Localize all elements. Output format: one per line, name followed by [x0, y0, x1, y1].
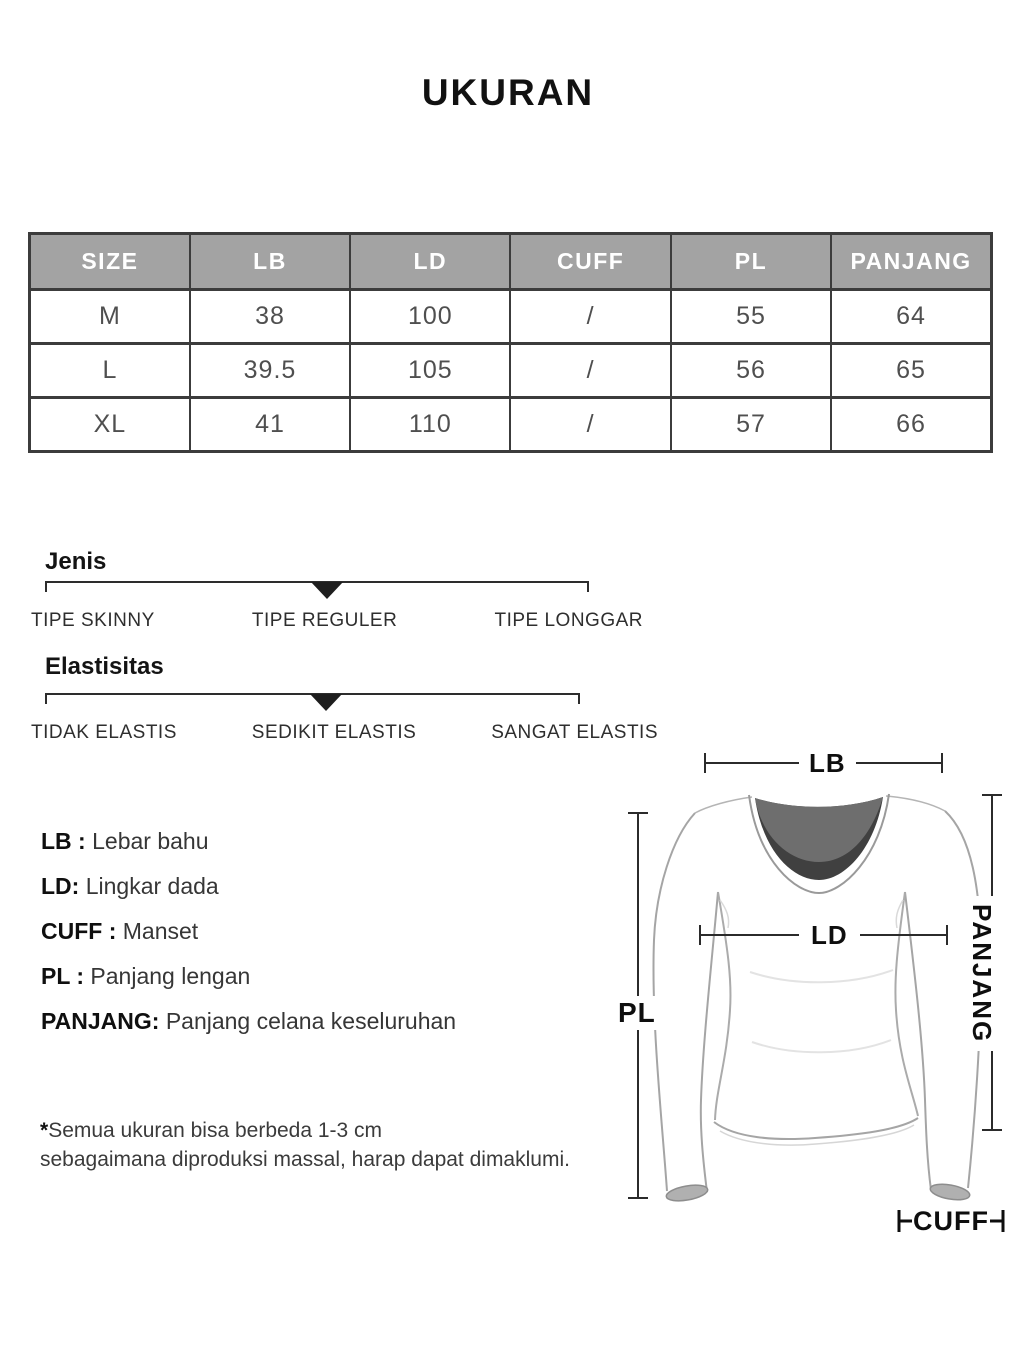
- legend-key: LD:: [41, 873, 80, 899]
- elastisitas-heading: Elastisitas: [45, 653, 164, 680]
- table-cell: M: [30, 290, 190, 344]
- legend-value: Panjang celana keseluruhan: [165, 1008, 457, 1034]
- pl-label: PL: [612, 996, 662, 1030]
- size-table: [28, 232, 993, 453]
- table-cell: L: [30, 344, 190, 398]
- shirt-drawing: [653, 794, 981, 1204]
- jenis-marker-icon: [311, 582, 343, 599]
- cuff-label: CUFF: [913, 1206, 989, 1236]
- legend-item-lb: [41, 828, 456, 852]
- table-cell: 110: [350, 398, 510, 452]
- table-row: [30, 398, 992, 452]
- ld-label: LD: [799, 920, 860, 950]
- note-line-1: [40, 1116, 570, 1145]
- elastisitas-marker-icon: [310, 694, 342, 711]
- table-row: [30, 344, 992, 398]
- table-cell: /: [510, 344, 670, 398]
- table-cell: 41: [190, 398, 350, 452]
- table-cell: /: [510, 290, 670, 344]
- asterisk: *: [40, 1119, 49, 1142]
- elastisitas-option-tidak: TIDAK ELASTIS: [31, 722, 177, 743]
- jenis-option-skinny: TIPE SKINNY: [31, 610, 155, 631]
- table-cell: 55: [671, 290, 831, 344]
- column-header-lb: LB: [190, 234, 350, 290]
- table-cell: 65: [831, 344, 991, 398]
- elastisitas-option-sangat: SANGAT ELASTIS: [491, 722, 658, 743]
- panjang-label: PANJANG: [967, 896, 997, 1051]
- legend-item-pl: [41, 963, 456, 987]
- legend-item-cuff: [41, 918, 456, 942]
- note-line-2: sebagaimana diproduksi massal, harap dapat dimaklumi.: [40, 1148, 570, 1171]
- table-header-row: [30, 234, 992, 290]
- measurement-legend: [41, 828, 456, 1053]
- legend-value: Lingkar dada: [85, 873, 219, 899]
- jenis-option-longgar: TIPE LONGGAR: [494, 610, 643, 631]
- legend-key: CUFF :: [41, 918, 117, 944]
- cuff-left-tick-icon: [896, 1207, 913, 1235]
- column-header-cuff: CUFF: [510, 234, 670, 290]
- lb-label: LB: [799, 748, 856, 778]
- elastisitas-scale-line: [45, 693, 580, 705]
- jenis-options: [31, 610, 643, 632]
- column-header-pl: PL: [671, 234, 831, 290]
- legend-value: Panjang lengan: [90, 963, 251, 989]
- column-header-panjang: PANJANG: [831, 234, 991, 290]
- note-text: Semua ukuran bisa berbeda 1-3 cm: [48, 1119, 383, 1142]
- table-cell: 100: [350, 290, 510, 344]
- legend-key: PANJANG:: [41, 1008, 160, 1034]
- table-cell: 39.5: [190, 344, 350, 398]
- legend-item-panjang: [41, 1008, 456, 1032]
- page-title: UKURAN: [421, 72, 595, 113]
- table-cell: 38: [190, 290, 350, 344]
- legend-key: LB :: [41, 828, 86, 854]
- shirt-measurement-diagram: [600, 740, 1016, 1260]
- cuff-right-tick-icon: [989, 1207, 1006, 1235]
- disclaimer-note: [40, 1116, 570, 1174]
- column-header-size: SIZE: [30, 234, 190, 290]
- table-cell: 64: [831, 290, 991, 344]
- table-cell: XL: [30, 398, 190, 452]
- legend-key: PL :: [41, 963, 85, 989]
- legend-value: Lebar bahu: [92, 828, 209, 854]
- jenis-scale-line: [45, 581, 589, 593]
- table-row: [30, 290, 992, 344]
- table-cell: 56: [671, 344, 831, 398]
- legend-value: Manset: [122, 918, 199, 944]
- table-cell: /: [510, 398, 670, 452]
- elastisitas-option-sedikit: SEDIKIT ELASTIS: [251, 722, 417, 743]
- column-header-ld: LD: [350, 234, 510, 290]
- legend-item-ld: [41, 873, 456, 897]
- elastisitas-options: [31, 722, 658, 744]
- jenis-option-reguler: TIPE REGULER: [251, 610, 398, 631]
- cuff-label-group: [896, 1206, 1006, 1236]
- table-cell: 57: [671, 398, 831, 452]
- table-cell: 105: [350, 344, 510, 398]
- table-cell: 66: [831, 398, 991, 452]
- jenis-heading: Jenis: [45, 548, 107, 575]
